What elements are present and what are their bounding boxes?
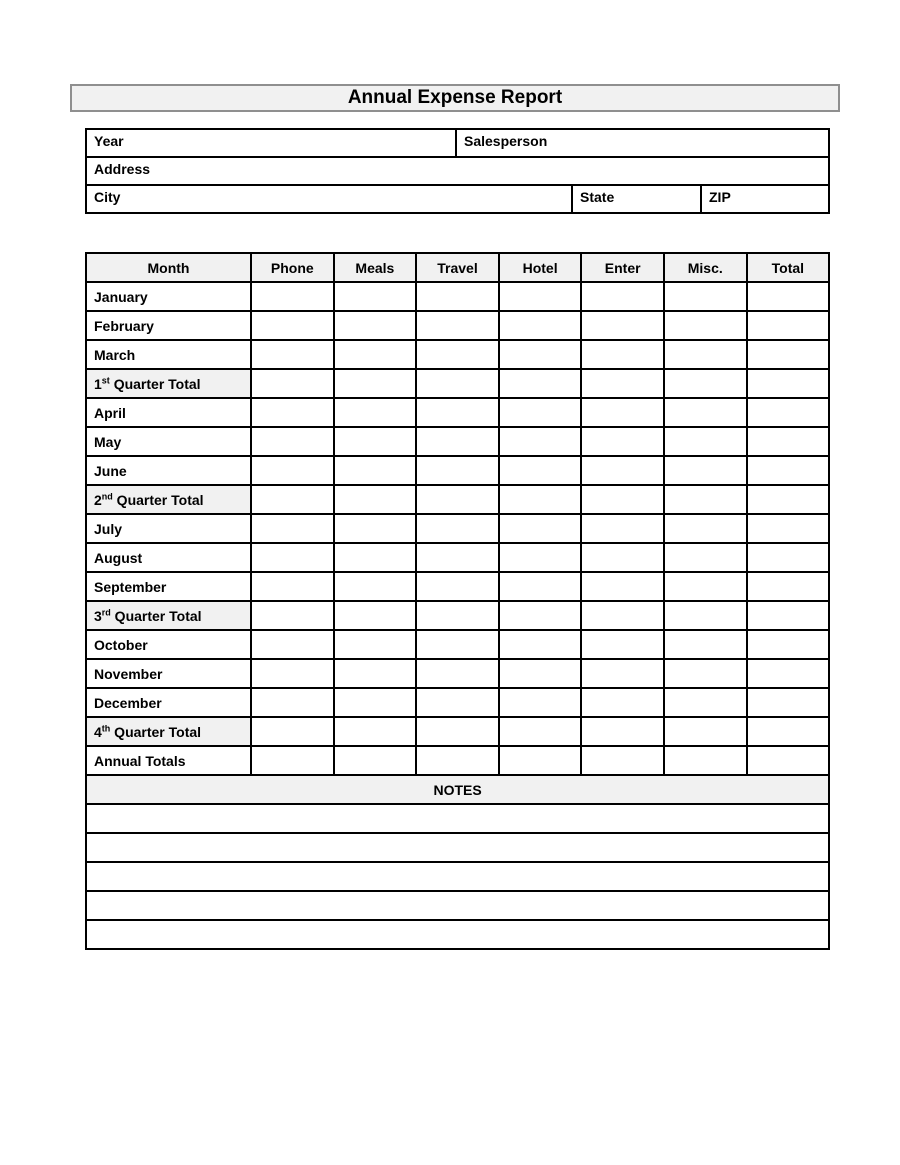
expense-value-cell[interactable] <box>334 717 417 746</box>
expense-value-cell[interactable] <box>416 746 499 775</box>
expense-value-cell[interactable] <box>581 398 664 427</box>
expense-value-cell[interactable] <box>334 398 417 427</box>
info-row-city-state-zip <box>86 185 829 213</box>
row-label: June <box>86 456 251 485</box>
expense-value-cell[interactable] <box>334 514 417 543</box>
report-title-bar <box>70 84 840 112</box>
notes-line[interactable] <box>86 833 829 862</box>
expense-value-cell[interactable] <box>747 282 830 311</box>
table-row <box>86 485 829 514</box>
city-label: City <box>94 189 121 205</box>
expense-table-header <box>86 253 829 282</box>
expense-value-cell[interactable] <box>499 398 582 427</box>
expense-value-cell[interactable] <box>747 572 830 601</box>
row-label: July <box>86 514 251 543</box>
info-row-year-salesperson <box>86 129 829 157</box>
row-label: 2nd Quarter Total <box>86 485 251 514</box>
expense-value-cell[interactable] <box>747 688 830 717</box>
expense-value-cell[interactable] <box>499 282 582 311</box>
expense-value-cell[interactable] <box>664 630 747 659</box>
expense-value-cell[interactable] <box>499 630 582 659</box>
expense-value-cell[interactable] <box>499 572 582 601</box>
expense-value-cell[interactable] <box>334 485 417 514</box>
expense-value-cell[interactable] <box>416 572 499 601</box>
notes-line-row <box>86 862 829 891</box>
column-header-total: Total <box>747 253 830 282</box>
expense-value-cell[interactable] <box>664 311 747 340</box>
expense-value-cell[interactable] <box>251 688 334 717</box>
table-row <box>86 601 829 630</box>
notes-header-row <box>86 775 829 804</box>
expense-value-cell[interactable] <box>581 311 664 340</box>
expense-value-cell[interactable] <box>664 485 747 514</box>
year-label: Year <box>94 133 124 149</box>
table-row <box>86 398 829 427</box>
expense-value-cell[interactable] <box>747 746 830 775</box>
row-label: 1st Quarter Total <box>86 369 251 398</box>
expense-value-cell[interactable] <box>499 601 582 630</box>
city-field[interactable] <box>86 185 572 213</box>
table-row <box>86 630 829 659</box>
row-label: March <box>86 340 251 369</box>
expense-value-cell[interactable] <box>747 601 830 630</box>
expense-value-cell[interactable] <box>499 659 582 688</box>
expense-value-cell[interactable] <box>664 514 747 543</box>
expense-value-cell[interactable] <box>581 340 664 369</box>
info-row-address <box>86 157 829 185</box>
column-header-meals: Meals <box>334 253 417 282</box>
page-title: Annual Expense Report <box>347 87 563 108</box>
expense-value-cell[interactable] <box>251 630 334 659</box>
row-label: Annual Totals <box>86 746 251 775</box>
expense-value-cell[interactable] <box>251 572 334 601</box>
table-row <box>86 427 829 456</box>
expense-value-cell[interactable] <box>251 601 334 630</box>
row-label: December <box>86 688 251 717</box>
expense-value-cell[interactable] <box>416 717 499 746</box>
expense-value-cell[interactable] <box>334 746 417 775</box>
expense-value-cell[interactable] <box>251 717 334 746</box>
notes-header: NOTES <box>86 775 829 804</box>
notes-line[interactable] <box>86 891 829 920</box>
row-label: April <box>86 398 251 427</box>
row-label: January <box>86 282 251 311</box>
notes-line[interactable] <box>86 862 829 891</box>
expense-value-cell[interactable] <box>747 717 830 746</box>
row-label: September <box>86 572 251 601</box>
expense-value-cell[interactable] <box>581 543 664 572</box>
notes-line-row <box>86 891 829 920</box>
notes-line[interactable] <box>86 920 829 949</box>
expense-value-cell[interactable] <box>334 456 417 485</box>
notes-line-row <box>86 804 829 833</box>
expense-table <box>85 252 830 950</box>
expense-value-cell[interactable] <box>747 340 830 369</box>
expense-value-cell[interactable] <box>499 543 582 572</box>
expense-value-cell[interactable] <box>664 572 747 601</box>
notes-line-row <box>86 833 829 862</box>
column-header-travel: Travel <box>416 253 499 282</box>
notes-line-row <box>86 920 829 949</box>
table-row <box>86 514 829 543</box>
expense-value-cell[interactable] <box>747 630 830 659</box>
expense-value-cell[interactable] <box>499 514 582 543</box>
expense-value-cell[interactable] <box>747 485 830 514</box>
expense-value-cell[interactable] <box>416 543 499 572</box>
expense-value-cell[interactable] <box>747 543 830 572</box>
expense-value-cell[interactable] <box>664 340 747 369</box>
expense-value-cell[interactable] <box>416 630 499 659</box>
row-label: February <box>86 311 251 340</box>
expense-value-cell[interactable] <box>499 427 582 456</box>
expense-value-cell[interactable] <box>581 630 664 659</box>
expense-value-cell[interactable] <box>664 369 747 398</box>
zip-field[interactable] <box>701 185 829 213</box>
expense-value-cell[interactable] <box>416 456 499 485</box>
ordinal-suffix: st <box>101 374 110 385</box>
expense-value-cell[interactable] <box>251 514 334 543</box>
expense-value-cell[interactable] <box>581 601 664 630</box>
expense-value-cell[interactable] <box>334 282 417 311</box>
expense-value-cell[interactable] <box>664 427 747 456</box>
expense-value-cell[interactable] <box>251 659 334 688</box>
expense-value-cell[interactable] <box>747 398 830 427</box>
expense-value-cell[interactable] <box>499 717 582 746</box>
expense-value-cell[interactable] <box>499 311 582 340</box>
expense-value-cell[interactable] <box>499 485 582 514</box>
table-row <box>86 456 829 485</box>
expense-value-cell[interactable] <box>581 659 664 688</box>
expense-value-cell[interactable] <box>334 311 417 340</box>
expense-value-cell[interactable] <box>251 485 334 514</box>
expense-value-cell[interactable] <box>251 456 334 485</box>
expense-value-cell[interactable] <box>581 369 664 398</box>
expense-value-cell[interactable] <box>416 311 499 340</box>
expense-value-cell[interactable] <box>747 514 830 543</box>
expense-value-cell[interactable] <box>499 369 582 398</box>
year-field[interactable] <box>86 129 456 157</box>
table-row <box>86 282 829 311</box>
expense-value-cell[interactable] <box>499 746 582 775</box>
expense-value-cell[interactable] <box>334 630 417 659</box>
expense-value-cell[interactable] <box>334 427 417 456</box>
expense-value-cell[interactable] <box>581 688 664 717</box>
expense-value-cell[interactable] <box>664 398 747 427</box>
expense-value-cell[interactable] <box>664 717 747 746</box>
expense-value-cell[interactable] <box>747 456 830 485</box>
column-header-hotel: Hotel <box>499 253 582 282</box>
table-row <box>86 717 829 746</box>
expense-value-cell[interactable] <box>664 543 747 572</box>
expense-value-cell[interactable] <box>581 514 664 543</box>
notes-section <box>86 775 829 949</box>
expense-value-cell[interactable] <box>251 543 334 572</box>
expense-value-cell[interactable] <box>747 369 830 398</box>
expense-value-cell[interactable] <box>416 688 499 717</box>
table-row <box>86 659 829 688</box>
state-field[interactable] <box>572 185 701 213</box>
address-label: Address <box>94 161 151 177</box>
expense-value-cell[interactable] <box>664 688 747 717</box>
expense-value-cell[interactable] <box>416 601 499 630</box>
ordinal-suffix: rd <box>101 606 111 617</box>
table-row <box>86 688 829 717</box>
expense-value-cell[interactable] <box>334 543 417 572</box>
expense-value-cell[interactable] <box>334 369 417 398</box>
table-row <box>86 572 829 601</box>
expense-value-cell[interactable] <box>334 601 417 630</box>
expense-value-cell[interactable] <box>747 311 830 340</box>
contact-info-form <box>85 128 830 214</box>
table-row <box>86 369 829 398</box>
column-header-month: Month <box>86 253 251 282</box>
column-header-enter: Enter <box>581 253 664 282</box>
column-header-misc: Misc. <box>664 253 747 282</box>
expense-value-cell[interactable] <box>251 398 334 427</box>
column-header-phone: Phone <box>251 253 334 282</box>
expense-value-cell[interactable] <box>747 659 830 688</box>
expense-value-cell[interactable] <box>416 369 499 398</box>
address-field[interactable] <box>86 157 829 185</box>
expense-value-cell[interactable] <box>251 282 334 311</box>
expense-table-body <box>86 282 829 775</box>
salesperson-label: Salesperson <box>464 133 548 149</box>
expense-value-cell[interactable] <box>581 485 664 514</box>
table-row <box>86 746 829 775</box>
expense-value-cell[interactable] <box>664 746 747 775</box>
expense-value-cell[interactable] <box>416 282 499 311</box>
expense-value-cell[interactable] <box>581 282 664 311</box>
row-label: August <box>86 543 251 572</box>
expense-value-cell[interactable] <box>334 688 417 717</box>
notes-line[interactable] <box>86 804 829 833</box>
expense-value-cell[interactable] <box>251 746 334 775</box>
expense-value-cell[interactable] <box>581 746 664 775</box>
column-header-row <box>86 253 829 282</box>
expense-value-cell[interactable] <box>664 282 747 311</box>
expense-value-cell[interactable] <box>664 456 747 485</box>
expense-value-cell[interactable] <box>499 340 582 369</box>
expense-value-cell[interactable] <box>581 427 664 456</box>
expense-value-cell[interactable] <box>251 427 334 456</box>
expense-value-cell[interactable] <box>581 456 664 485</box>
expense-value-cell[interactable] <box>664 659 747 688</box>
row-label: November <box>86 659 251 688</box>
row-label: 3rd Quarter Total <box>86 601 251 630</box>
expense-value-cell[interactable] <box>334 340 417 369</box>
expense-value-cell[interactable] <box>251 369 334 398</box>
expense-value-cell[interactable] <box>416 659 499 688</box>
expense-value-cell[interactable] <box>416 340 499 369</box>
expense-value-cell[interactable] <box>334 572 417 601</box>
state-label: State <box>580 189 615 205</box>
expense-value-cell[interactable] <box>334 659 417 688</box>
expense-value-cell[interactable] <box>416 514 499 543</box>
row-label: 4th Quarter Total <box>86 717 251 746</box>
ordinal-suffix: nd <box>101 490 113 501</box>
zip-label: ZIP <box>709 189 731 205</box>
expense-value-cell[interactable] <box>499 688 582 717</box>
expense-value-cell[interactable] <box>416 427 499 456</box>
expense-value-cell[interactable] <box>664 601 747 630</box>
ordinal-suffix: th <box>101 722 111 733</box>
expense-value-cell[interactable] <box>581 717 664 746</box>
table-row <box>86 340 829 369</box>
expense-value-cell[interactable] <box>581 572 664 601</box>
expense-value-cell[interactable] <box>747 427 830 456</box>
row-label: May <box>86 427 251 456</box>
salesperson-field[interactable] <box>456 129 829 157</box>
row-label: October <box>86 630 251 659</box>
expense-value-cell[interactable] <box>416 485 499 514</box>
expense-value-cell[interactable] <box>416 398 499 427</box>
expense-value-cell[interactable] <box>251 340 334 369</box>
table-row <box>86 311 829 340</box>
expense-value-cell[interactable] <box>251 311 334 340</box>
table-row <box>86 543 829 572</box>
expense-value-cell[interactable] <box>499 456 582 485</box>
